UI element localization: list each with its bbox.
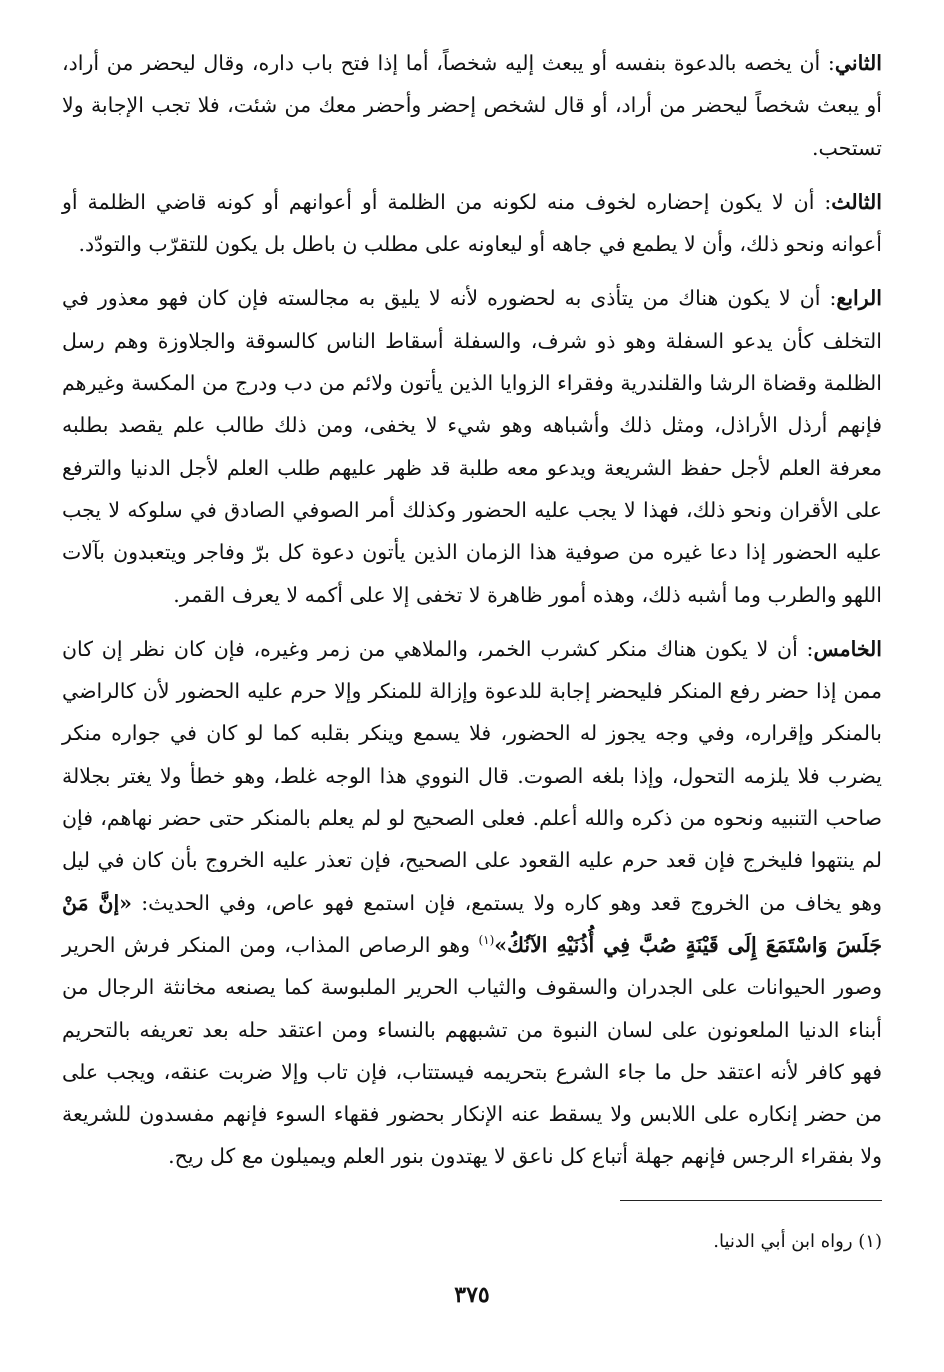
footnote-reference[interactable]: (١) <box>478 933 495 948</box>
paragraph-fourth-condition <box>62 277 882 615</box>
paragraph-lead: الخامس <box>813 636 882 661</box>
paragraph-text: : أن لا يكون إحضاره لخوف منه لكونه من الظلمة أو أعوانهم أو كونه قاضي الظلمة أو أعوانه ونحو ذلك، وأن لا يطمع في جاهه أو ليعاونه على مطلب ن باطل بل يكون للتقرّب والتودّد. <box>62 189 882 257</box>
paragraph-lead: الثالث <box>831 189 882 214</box>
footnote-divider <box>620 1200 882 1201</box>
page-number: ٣٧٥ <box>454 1282 490 1308</box>
paragraph-text: : أن يخصه بالدعوة بنفسه أو يبعث إليه شخصاً، أما إذا فتح باب داره، وقال ليحضر من أراد، أو يبعث شخصاً ليحضر من أراد، أو قال لشخص إحضر وأحضر معك من شئت، فلا تجب الإجابة ولا تستحب. <box>62 51 882 160</box>
paragraph-text-continued: وهو الرصاص المذاب، ومن المنكر فرش الحرير وصور الحيوانات على الجدران والسقوف والثياب الحرير الملبوسة كما يصنعه مخانثة الرجال من أبناء الدنيا الملعونون على لسان النبوة من تشبههم بالنساء ومن اعتقد حله بعد تعريفه بالتحريم فهو كافر لأنه اعتقد حل ما جاء الشرع بتحريمه فيستتاب، فإن تاب وإلا ضربت عنقه، ويجب على من حضر إنكاره على اللابس ولا يسقط عنه الإنكار بحضور فقهاء السوء فإنهم مفسدون للشريعة ولا بفقراء الرجس فإنهم جهلة أتباع كل ناعق لا يهتدون بنور العلم ويميلون مع كل ريح. <box>62 932 882 1169</box>
paragraph-second-condition <box>62 42 882 169</box>
paragraph-lead: الثاني <box>834 51 882 75</box>
book-page <box>62 42 882 1332</box>
paragraph-text: : أن لا يكون هناك من يتأذى به لحضوره لأنه لا يليق به مجالسته فإن كان فهو معذور في التخلف كأن يدعو السفلة وهو ذو شرف، والسفلة أسقاط الناس كالسوقة والجلاوزة وهم رسل الظلمة وقضاة الرشا والقلندرية وفقراء الزوايا الذين يأتون ولائم من دب ودرج من المكسة وغيرهم فإنهم أرذل الأراذل، ومثل ذلك وأشباهه وهو شيء لا يخفى، ومن ذلك طالب علم يقصد بطلبه معرفة العلم لأجل حفظ الشريعة ويدعو معه طلبة قد ظهر عليهم طلب العلم لأجل الدنيا والترفع على الأقران ونحو ذلك، فهذا لا يجب عليه الحضور وكذلك أمر الصوفي الصادق في سلوكه لا يجب عليه الحضور إذا دعا غيره من صوفية هذا الزمان الذين يأتون دعوة كل برّ وفاجر ويتعبدون بآلات اللهو والطرب وما أشبه ذلك، وهذه أمور ظاهرة لا تخفى إلا على أكمه لا يعرف القمر. <box>62 286 882 607</box>
paragraph-text: : أن لا يكون هناك منكر كشرب الخمر، والملاهي من زمر وغيره، فإن كان نظر إن كان ممن إذا حضر رفع المنكر فليحضر إجابة للدعوة وإزالة للمنكر وإلا حرم عليه الحضور لأن كالراضي بالمنكر وإقراره، وفي وجه يجوز له الحضور، فلا يسمع وينكر بقلبه كما لو كان في جواره منكر يضرب فلا يلزمه التحول، وإذا بلغه الصوت. قال النووي هذا الوجه غلط، وهو خطأ ولا يغتر بجلالة صاحب التنبيه ونحوه من ذكره والله أعلم. فعلى الصحيح لو لم يعلم بالمنكر حتى حضر نهاهم، فإن لم ينتهوا فليخرج فإن قعد حرم عليه القعود على الصحيح، فإن تعذر عليه الخروج بأن كان في ليل وهو يخاف من الخروج قعد وهو كاره ولا يستمع، فإن استمع فهو عاص، وفي الحديث: <box>62 636 882 915</box>
paragraph-lead: الرابع <box>836 286 882 311</box>
paragraph-fifth-condition <box>62 628 882 1178</box>
hadith-quote: «إنَّ مَنْ جَلَسَ وَاسْتَمَعَ إِلَى قَيْنَةٍ صُبَّ فِي أُذُنَيْهِ الآنُكُ» <box>62 890 882 957</box>
footnote: (١) رواه ابن أبي الدنيا. <box>713 1231 882 1252</box>
paragraph-third-condition <box>62 181 882 266</box>
